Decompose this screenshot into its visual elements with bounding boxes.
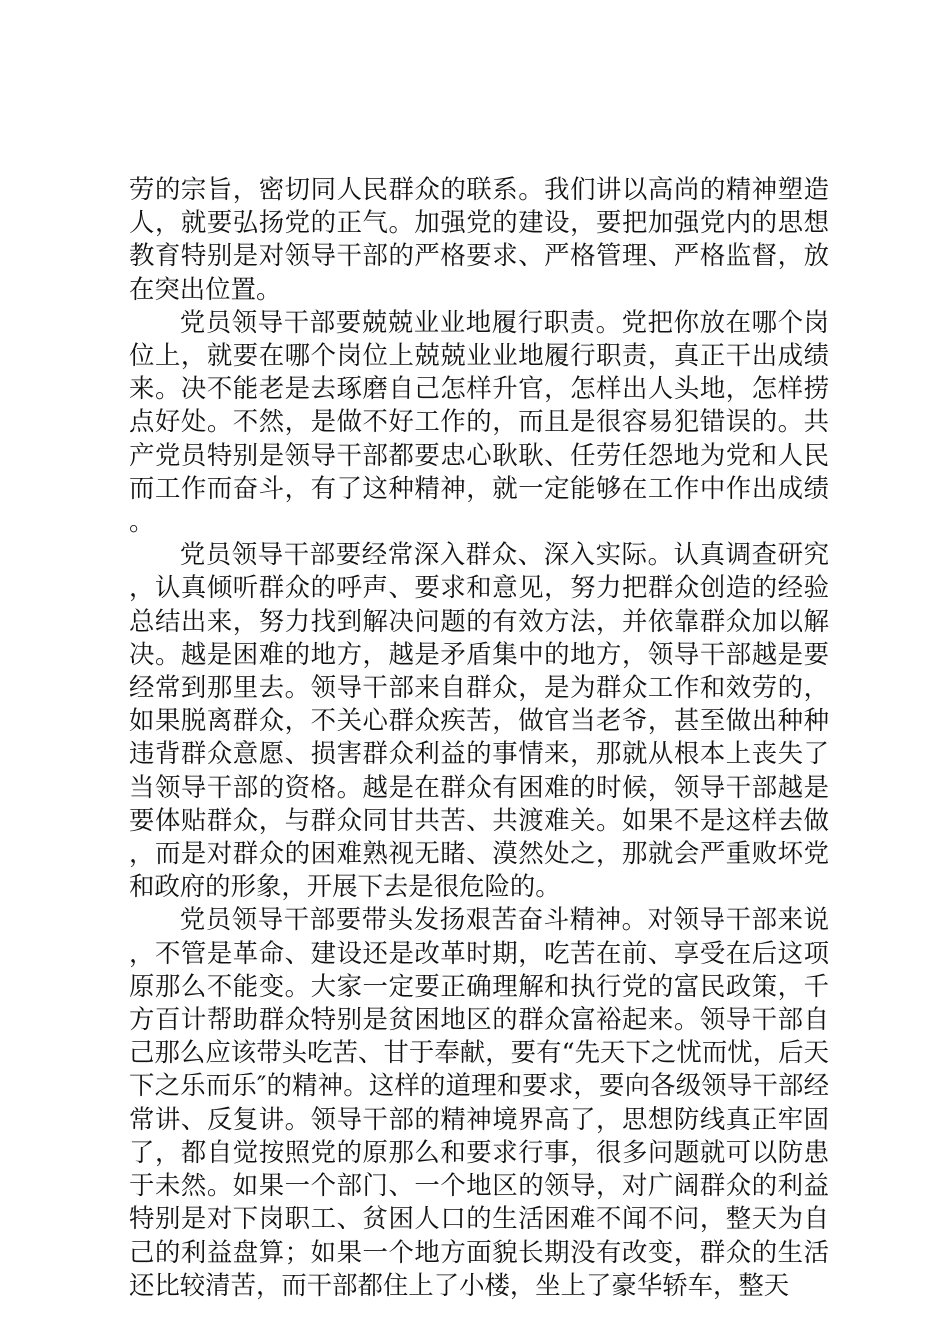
paragraph-4: 党员领导干部要带头发扬艰苦奋斗精神。对领导干部来说，不管是革命、建设还是改革时期，吃苦在前、享受在后这项原那么不能变。大家一定要正确理解和执行党的富民政策，千方百计帮助群众特别是贫困地区的群众富裕起来。领导干部自己那么应该带头吃苦、甘于奉献，要有“先天下之忧而忧，后天下之乐而乐″的精神。这样的道理和要求，要向各级领导干部经常讲、反复讲。领导干部的精神境界高了，思想防线真正牢固了，都自觉按照党的原那么和要求行事，很多问题就可以防患于未然。如果一个部门、一个地区的领导，对广阔群众的利益特别是对下岗职工、贫困人口的生活困难不闻不问，整天为自己的利益盘算；如果一个地方面貌长期没有改变，群众的生活还比较清苦，而干部都住上了小楼，坐上了豪华轿车，整天 — [129, 904, 829, 1300]
paragraph-3: 党员领导干部要经常深入群众、深入实际。认真调查研究，认真倾听群众的呼声、要求和意见，努力把群众创造的经验总结出来，努力找到解决问题的有效方法，并依靠群众加以解决。越是困难的地方，越是矛盾集中的地方，领导干部越是要经常到那里去。领导干部来自群众，是为群众工作和效劳的，如果脱离群众，不关心群众疾苦，做官当老爷，甚至做出种种违背群众意愿、损害群众利益的事情来，那就从根本上丧失了当领导干部的资格。越是在群众有困难的时候，领导干部越是要体贴群众，与群众同甘共苦、共渡难关。如果不是这样去做，而是对群众的困难熟视无睹、漠然处之，那就会严重败坏党和政府的形象，开展下去是很危险的。 — [129, 539, 829, 902]
body-text — [129, 173, 829, 1302]
paragraph-2: 党员领导干部要兢兢业业地履行职责。党把你放在哪个岗位上，就要在哪个岗位上兢兢业业地履行职责，真正干出成绩来。决不能老是去琢磨自己怎样升官，怎样出人头地，怎样捞点好处。不然，是做不好工作的，而且是很容易犯错误的。共产党员特别是领导干部都要忠心耿耿、任劳任怨地为党和人民而工作而奋斗，有了这种精神，就一定能够在工作中作出成绩。 — [129, 306, 829, 537]
paragraph-1: 劳的宗旨，密切同人民群众的联系。我们讲以高尚的精神塑造人，就要弘扬党的正气。加强党的建设，要把加强党内的思想教育特别是对领导干部的严格要求、严格管理、严格监督，放在突出位置。 — [129, 174, 829, 304]
